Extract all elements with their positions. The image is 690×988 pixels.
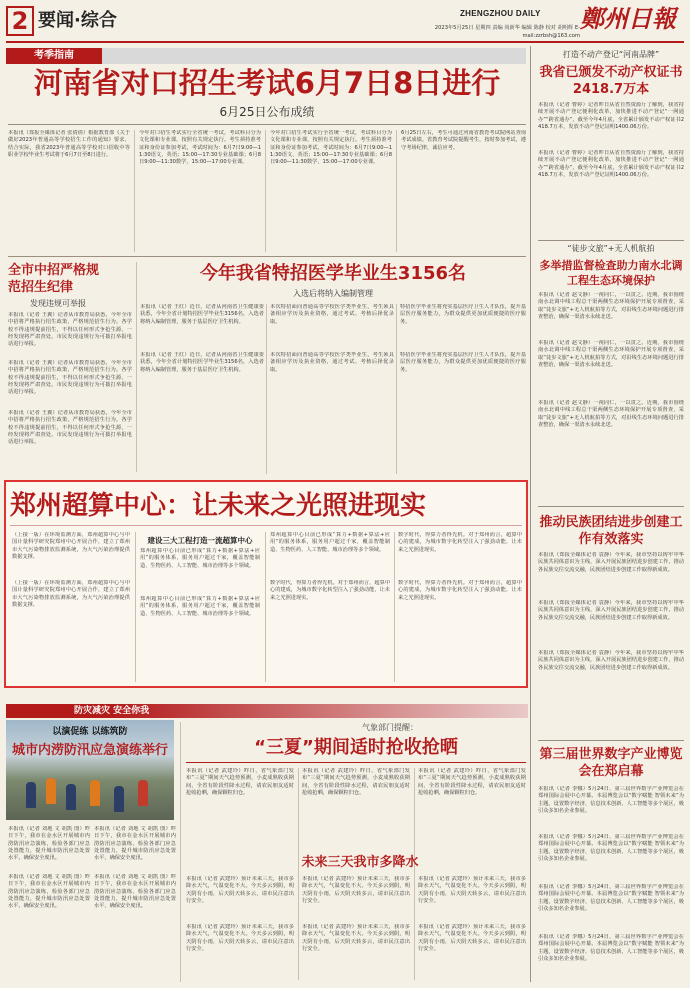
weather2-title: 未来三天我市多降水 — [301, 855, 419, 870]
photo-caption-title: 城市内涝防汛应急演练举行 — [11, 743, 168, 758]
column-rule — [396, 130, 397, 252]
story4-title: 第三届世界数字产业博览会在郑启幕 — [539, 747, 683, 779]
story1-kicker: 打造不动产登记“河南品牌” — [562, 50, 660, 59]
discipline-body-cont2: 本报讯（记者 王翼）记者从市教育局获悉，今年全市中招将严格执行招生政策，严格规范招生行为。各学校不得违规提前招生，不得以任何形式争抢生源，一经发现将严肃查处。市民发现违规行为可拨打举报电话进行举报。 — [8, 410, 132, 446]
section-bar-accent — [6, 704, 70, 718]
divider — [8, 124, 526, 125]
medical-title: 今年我省特招医学毕业生3156名 — [199, 263, 467, 284]
story1-body-cont: 本报讯（记者 曹婷）记者昨日从省自然资源厅了解到，我省持续开展不动产登记便利化改革，加快推进不动产登记“一网通办”“跨省通办”，截至今年4月底，全省累计颁发不动产权证书2418.7万本，发放不动产登记证明1400.06万份。 — [538, 150, 684, 178]
medical-body-col3: 特招医学毕业生将充实基层医疗卫生人才队伍，提升基层医疗服务能力，为群众提供更加优质便捷的医疗服务。 — [400, 304, 526, 325]
column-rule — [266, 304, 267, 474]
column-rule — [180, 722, 181, 982]
column-rule — [298, 768, 299, 980]
person-figure — [26, 782, 36, 808]
section-tag: 防灾减灾 安全你我 — [74, 706, 150, 716]
story3-title: 推动民族团结进步创建工作有效落实 — [539, 515, 683, 547]
feature-body-col3-cont: 数字时代，得算力者得先机。对于郑州而言，超算中心的建成，为城市数字化转型注入了强劲动能，让未来之光照进现实。 — [270, 580, 390, 601]
weather2-body-col3-cont: 本报讯（记者 武建玲）预计未来三天，我市多降水天气，气温变化不大。今天多云到阴，明天阴有小雨，后天阴天转多云，请市民注意出行安全。 — [418, 924, 526, 952]
story4-body: 本报讯（记者 李娜）5月24日，第三届世界数字产业博览会在郑州国际会展中心开幕。本届博览会以“数字赋能 智领未来”为主题，设置数字经济、信息技术创新、人工智能等多个展区，吸引众多知名企业参展。 — [538, 786, 684, 814]
weather-body-col2: 本报讯（记者 武建玲）昨日，省气象部门发布“三夏”期间天气趋势预测，小麦成熟收获期间，全省有阶段性降水过程，请农民朋友适时抢收抢晒，确保颗粒归仓。 — [302, 768, 410, 796]
feature-body-col1-cont: （上接一版）在环境监测方面，郑州超算中心与中国计量科学研究院郑州中心开展合作，建立了郑州市大气污染物排放监测系统，为大气污染治理提供数据支撑。 — [12, 580, 130, 608]
section-tag: 考季指南 — [6, 48, 102, 64]
discipline-body: 本报讯（记者 王翼）记者从市教育局获悉，今年全市中招将严格执行招生政策，严格规范招生行为。各学校不得违规提前招生，不得以任何形式争抢生源，一经发现将严肃查处。市民发现违规行为可拨打举报电话进行举报。 — [8, 312, 132, 348]
divider — [186, 762, 526, 763]
medical-body-col2-cont: 本次特招面向普通高等学校医学类毕业生，考生须具备相应学历及执业资格，通过考试、考核后择优录取。 — [270, 352, 394, 373]
column-rule — [394, 532, 395, 682]
feature-body-col2-cont: 郑州超算中心目前已形成“算力+数据+算法+应用”的服务体系，服务用户超过千家，覆盖智能制造、生物医药、人工智能、城市治理等多个领域。 — [140, 596, 260, 617]
weather-body-col1: 本报讯（记者 武建玲）昨日，省气象部门发布“三夏”期间天气趋势预测，小麦成熟收获期间，全省有阶段性降水过程，请农民朋友适时抢收抢晒，确保颗粒归仓。 — [186, 768, 294, 796]
medical-subtitle: 入选后将纳入编制管理 — [293, 289, 373, 298]
photo-caption-kicker: 以演促练 以练筑防 — [52, 727, 128, 737]
medical-body-col2: 本次特招面向普通高等学校医学类毕业生，考生须具备相应学历及执业资格，通过考试、考核后择优录取。 — [270, 304, 394, 325]
divider — [538, 740, 684, 741]
flood-body-col2: 本报讯（记者 刘地 文 胡凯 图）昨日下午，我市在金水区开展城市内涝防汛应急演练，检验各部门应急处置能力，提升城市防汛应急处置水平，确保安全度汛。 — [94, 826, 176, 862]
weather2-body-col2: 本报讯（记者 武建玲）预计未来三天，我市多降水天气，气温变化不大。今天多云到阴，明天阴有小雨，后天阴天转多云，请市民注意出行安全。 — [302, 876, 410, 904]
flood-body-col1: 本报讯（记者 刘地 文 胡凯 图）昨日下午，我市在金水区开展城市内涝防汛应急演练，检验各部门应急处置能力，提升城市防汛应急处置水平，确保安全度汛。 — [8, 826, 90, 862]
column-rule — [136, 262, 137, 472]
paper-logo: 鄭州日報 — [580, 4, 676, 33]
exam-body-col3: 今年对口招生考试实行全省统一考试，考试科目分为文化课和专业课，按照有关规定执行。考生须持准考证和身份证参加考试，考试时间为：6月7日9:00—11:30语文、英语；15:00—17:30专业基础课；6月8日9:00—11:30数学，15:00—17:00专业课。 — [270, 130, 392, 166]
person-figure — [66, 784, 76, 810]
medical-body-col1: 本报讯（记者 王红）近日，记者从河南省卫生健康委获悉，今年全省计划特招医学毕业生3156名，入选者将纳入编制管理，服务于基层医疗卫生机构。 — [140, 304, 264, 325]
section-tag-bar — [102, 48, 526, 64]
story3-body-cont: 本报讯（郑报全媒体记者 袁静）今年来，我市坚持以铸牢中华民族共同体意识为主线，深入开展民族团结进步创建工作，推动各民族交往交流交融，民族团结进步创建工作取得新成效。 — [538, 600, 684, 621]
column-rule — [134, 130, 135, 252]
exam-body-col1: 本报讯（郑报全媒体记者 张倩倩）根据教育部《关于做好2023年普通高等学校招生工作的通知》要求，结合实际，我省2023年普通高等学校对口招收中等职业学校毕业生考试将于6月7日至8日进行。 — [8, 130, 130, 158]
story4-body-cont2: 本报讯（记者 李娜）5月24日，第三届世界数字产业博览会在郑州国际会展中心开幕。本届博览会以“数字赋能 智领未来”为主题，设置数字经济、信息技术创新、人工智能等多个展区，吸引众多知名企业参展。 — [538, 884, 684, 912]
person-figure — [138, 780, 148, 806]
section-title: 要闻·综合 — [38, 10, 117, 31]
weather-kicker: 气象部门提醒： — [362, 723, 418, 732]
weather2-body-col1: 本报讯（记者 武建玲）预计未来三天，我市多降水天气，气温变化不大。今天多云到阴，明天阴有小雨，后天阴天转多云，请市民注意出行安全。 — [186, 876, 294, 904]
divider — [538, 506, 684, 507]
feature-body-col3: 郑州超算中心目前已形成“算力+数据+算法+应用”的服务体系，服务用户超过千家，覆盖智能制造、生物医药、人工智能、城市治理等多个领域。 — [270, 532, 390, 553]
page-number: 2 — [6, 6, 34, 36]
column-rule — [135, 532, 136, 682]
masthead-rule — [6, 41, 684, 43]
feature-body-col1: （上接一版）在环境监测方面，郑州超算中心与中国计量科学研究院郑州中心开展合作，建立了郑州市大气污染物排放监测系统，为大气污染治理提供数据支撑。 — [12, 532, 130, 560]
medical-body-col1-cont: 本报讯（记者 王红）近日，记者从河南省卫生健康委获悉，今年全省计划特招医学毕业生3156名，入选者将纳入编制管理，服务于基层医疗卫生机构。 — [140, 352, 264, 373]
weather2-body-col2-cont: 本报讯（记者 武建玲）预计未来三天，我市多降水天气，气温变化不大。今天多云到阴，明天阴有小雨，后天阴天转多云，请市民注意出行安全。 — [302, 924, 410, 952]
story2-kicker: “徒步文旅”+无人机航拍 — [567, 244, 655, 253]
exam-body-col4: 6月25日左右，考生可通过河南省教育考试院网站查询考试成绩。省教育考试院提醒考生，按时参加考试，遵守考场纪律，诚信应考。 — [401, 130, 526, 151]
story2-body-cont: 本报讯（记者 赵文静）一视同仁，一以贯之。近期，我市围绕南水北调中线工程总干渠两侧生态环境保护开展专项督查，采取“徒步文旅”+无人机航拍等方式，对沿线生态环境问题进行排查整治，确保一渠清水永续北送。 — [538, 340, 684, 368]
weather-body-col3: 本报讯（记者 武建玲）昨日，省气象部门发布“三夏”期间天气趋势预测，小麦成熟收获期间，全省有阶段性降水过程，请农民朋友适时抢收抢晒，确保颗粒归仓。 — [418, 768, 526, 796]
paper-name-en: ZHENGZHOU DAILY — [460, 9, 541, 18]
weather-title: “三夏”期间适时抢收抢晒 — [254, 737, 458, 758]
discipline-title: 全市中招严格规范招生纪律 — [8, 263, 100, 295]
story4-body-cont3: 本报讯（记者 李娜）5月24日，第三届世界数字产业博览会在郑州国际会展中心开幕。本届博览会以“数字赋能 智领未来”为主题，设置数字经济、信息技术创新、人工智能等多个展区，吸引众多知名企业参展。 — [538, 934, 684, 962]
story3-body-cont2: 本报讯（郑报全媒体记者 袁静）今年来，我市坚持以铸牢中华民族共同体意识为主线，深入开展民族团结进步创建工作，推动各民族交往交流交融，民族团结进步创建工作取得新成效。 — [538, 650, 684, 671]
story1-title: 我省已颁发不动产权证书 2418.7万本 — [539, 65, 683, 97]
exam-subheadline: 6月25日公布成绩 — [219, 105, 315, 119]
discipline-body-cont: 本报讯（记者 王翼）记者从市教育局获悉，今年全市中招将严格执行招生政策，严格规范招生行为。各学校不得违规提前招生，不得以任何形式争抢生源，一经发现将严肃查处。市民发现违规行为可拨打举报电话进行举报。 — [8, 360, 132, 396]
person-figure — [90, 780, 100, 806]
exam-body-col2: 今年对口招生考试实行全省统一考试，考试科目分为文化课和专业课，按照有关规定执行。考生须持准考证和身份证参加考试，考试时间为：6月7日9:00—11:30语文、英语；15:00—17:30专业基础课；6月8日9:00—11:30数学，15:00—17:00专业课。 — [139, 130, 261, 166]
medical-body-col3-cont: 特招医学毕业生将充实基层医疗卫生人才队伍，提升基层医疗服务能力，为群众提供更加优质便捷的医疗服务。 — [400, 352, 526, 373]
column-rule — [265, 130, 266, 252]
story2-body-cont2: 本报讯（记者 赵文静）一视同仁，一以贯之。近期，我市围绕南水北调中线工程总干渠两侧生态环境保护开展专项督查，采取“徒步文旅”+无人机航拍等方式，对沿线生态环境问题进行排查整治，确保一渠清水永续北送。 — [538, 400, 684, 428]
flood-body-col2-cont: 本报讯（记者 刘地 文 胡凯 图）昨日下午，我市在金水区开展城市内涝防汛应急演练，检验各部门应急处置能力，提升城市防汛应急处置水平，确保安全度汛。 — [94, 874, 176, 910]
story4-body-cont: 本报讯（记者 李娜）5月24日，第三届世界数字产业博览会在郑州国际会展中心开幕。本届博览会以“数字赋能 智领未来”为主题，设置数字经济、信息技术创新、人工智能等多个展区，吸引众多知名企业参展。 — [538, 834, 684, 862]
divider — [8, 256, 526, 257]
person-figure — [46, 778, 56, 804]
right-column-rule — [530, 46, 531, 982]
story3-body: 本报讯（郑报全媒体记者 袁静）今年来，我市坚持以铸牢中华民族共同体意识为主线，深入开展民族团结进步创建工作，推动各民族交往交流交融，民族团结进步创建工作取得新成效。 — [538, 552, 684, 573]
divider — [10, 525, 522, 526]
column-rule — [396, 304, 397, 474]
divider — [538, 240, 684, 241]
weather2-body-col3: 本报讯（记者 武建玲）预计未来三天，我市多降水天气，气温变化不大。今天多云到阴，明天阴有小雨，后天阴天转多云，请市民注意出行安全。 — [418, 876, 526, 904]
feature-subtitle: 建设三大工程打造一流超算中心 — [147, 536, 253, 545]
flood-body-col1-cont: 本报讯（记者 刘地 文 胡凯 图）昨日下午，我市在金水区开展城市内涝防汛应急演练，检验各部门应急处置能力，提升城市防汛应急处置水平，确保安全度汛。 — [8, 874, 90, 910]
story1-body: 本报讯（记者 曹婷）记者昨日从省自然资源厅了解到，我省持续开展不动产登记便利化改革，加快推进不动产登记“一网通办”“跨省通办”，截至今年4月底，全省累计颁发不动产权证书2418.7万本，发放不动产登记证明1400.06万份。 — [538, 102, 684, 130]
feature-body-col4: 数字时代，得算力者得先机。对于郑州而言，超算中心的建成，为城市数字化转型注入了强劲动能，让未来之光照进现实。 — [398, 532, 522, 553]
story2-title: 多举措监督检查助力南水北调工程生态环境保护 — [539, 259, 683, 287]
weather2-body-col1-cont: 本报讯（记者 武建玲）预计未来三天，我市多降水天气，气温变化不大。今天多云到阴，明天阴有小雨，后天阴天转多云，请市民注意出行安全。 — [186, 924, 294, 952]
feature-body-col2: 郑州超算中心目前已形成“算力+数据+算法+应用”的服务体系，服务用户超过千家，覆盖智能制造、生物医药、人工智能、城市治理等多个领域。 — [140, 548, 260, 569]
column-rule — [265, 532, 266, 682]
exam-headline: 河南省对口招生考试6月7日8日进行 — [33, 66, 501, 100]
story2-body: 本报讯（记者 赵文静）一视同仁，一以贯之。近期，我市围绕南水北调中线工程总干渠两侧生态环境保护开展专项督查，采取“徒步文旅”+无人机航拍等方式，对沿线生态环境问题进行排查整治，确保一渠清水永续北送。 — [538, 292, 684, 320]
person-figure — [114, 786, 124, 812]
column-rule — [414, 768, 415, 980]
feature-title: 郑州超算中心：让未来之光照进现实 — [10, 491, 427, 521]
discipline-subtitle: 发现违规可举报 — [30, 299, 86, 308]
issue-info: 2023年5月25日 星期四 责编 尚新华 编辑 陈静 校对 胡明辉 E-mail:zzrbsh@163.com — [434, 25, 580, 39]
feature-body-col4-cont: 数字时代，得算力者得先机。对于郑州而言，超算中心的建成，为城市数字化转型注入了强劲动能，让未来之光照进现实。 — [398, 580, 522, 601]
